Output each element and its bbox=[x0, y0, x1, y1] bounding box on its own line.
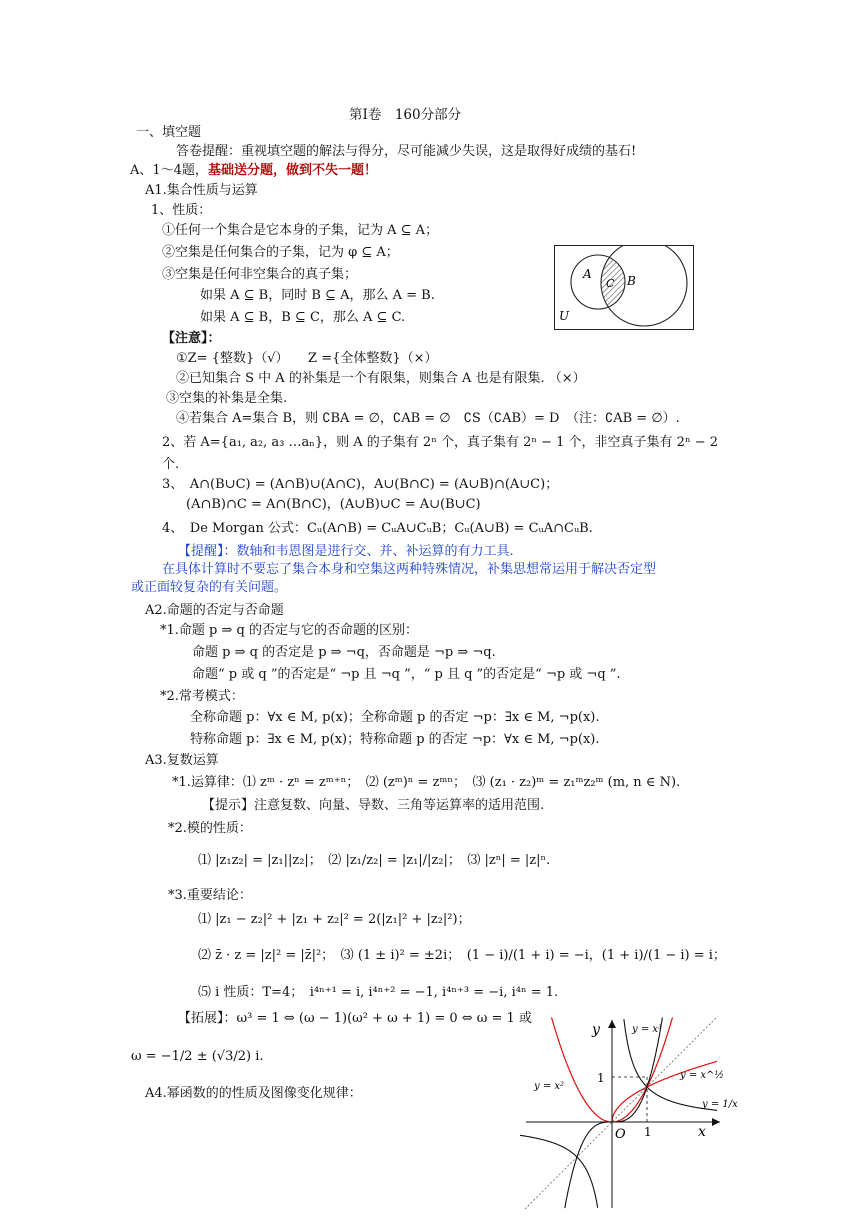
venn-label-b: B bbox=[627, 274, 636, 288]
note-1: ①Z= {整数}（√） Z ={全体整数}（×） bbox=[176, 351, 438, 366]
venn-diagram bbox=[554, 245, 694, 330]
a2-s1a: 命题 p ⇒ q 的否定是 p ⇒ ¬q，否命题是 ¬p ⇒ ¬q. bbox=[192, 645, 496, 660]
section-heading: 一、填空题 bbox=[136, 125, 202, 140]
ext-line-2: ω = −1/2 ± (√3/2) i. bbox=[131, 1049, 264, 1064]
range-prefix: A、1～4题， bbox=[130, 163, 208, 178]
a3-title: A3.复数运算 bbox=[145, 753, 219, 768]
remind-line: 【提醒】：数轴和韦恩图是进行交、并、补运算的有力工具. bbox=[178, 544, 514, 559]
note-2: ②已知集合 S 中 A 的补集是一个有限集，则集合 A 也是有限集. （×） bbox=[176, 371, 586, 386]
a3-s3a: ⑴ |z₁ − z₂|² + |z₁ + z₂|² = 2(|z₁|² + |z₂|²)； bbox=[198, 912, 471, 927]
a3-s3c: ⑸ i 性质：T=4； i⁴ⁿ⁺¹ = i, i⁴ⁿ⁺² = −1, i⁴ⁿ⁺³ = −i, i⁴ⁿ = 1. bbox=[198, 985, 559, 1000]
a1-l1: ①任何一个集合是它本身的子集，记为 A ⊆ A； bbox=[162, 223, 439, 238]
x-axis-label: x bbox=[698, 1124, 706, 1140]
a3-s2: *2.模的性质： bbox=[168, 821, 252, 836]
label-x-sqrt: y = x^½ bbox=[680, 1070, 725, 1081]
para-2: 或正面较复杂的有关问题。 bbox=[131, 580, 288, 595]
a2-s1b: 命题“ p 或 q ”的否定是“ ¬p 且 ¬q ”，“ p 且 q ”的否定是“ ¬p 或 ¬q ”. bbox=[192, 667, 621, 682]
curve-inverse-neg bbox=[520, 1134, 598, 1208]
ext-line-1: 【拓展】：ω³ = 1 ⇔ (ω − 1)(ω² + ω + 1) = 0 ⇔ ω = 1 或 bbox=[178, 1011, 532, 1026]
a1-l4: 如果 A ⊆ B，同时 B ⊆ A，那么 A = B. bbox=[200, 288, 435, 303]
tip-line: 答卷提醒：重视填空题的解法与得分，尽可能减少失误，这是取得好成绩的基石! bbox=[176, 144, 637, 159]
a2-s2a: 全称命题 p：∀x ∈ M, p(x)；全称命题 p 的否定 ¬p：∃x ∈ M, ¬p(x). bbox=[190, 710, 600, 725]
a2-s2: *2.常考模式： bbox=[160, 689, 244, 704]
a3-s2a: ⑴ |z₁z₂| = |z₁||z₂|； ⑵ |z₁/z₂| = |z₁|/|z₂|； ⑶ |zⁿ| = |z|ⁿ. bbox=[198, 853, 551, 868]
label-inverse: y = 1/x bbox=[702, 1099, 738, 1110]
range-emphasis: 基础送分题，做到不失一题！ bbox=[207, 163, 377, 178]
a3-s1: *1.运算律：⑴ zᵐ · zⁿ = zᵐ⁺ⁿ； ⑵ (zᵐ)ⁿ = zᵐⁿ； ⑶ (z₁ · z₂)ᵐ = z₁ᵐz₂ᵐ (m, n ∈ N). bbox=[172, 775, 681, 790]
y-axis-label: y bbox=[592, 1022, 600, 1038]
venn-label-c: C bbox=[606, 277, 615, 290]
a2-s1: *1.命题 p ⇒ q 的否定与它的否命题的区别： bbox=[160, 623, 418, 638]
a1-l3: ③空集是任何非空集合的真子集； bbox=[162, 267, 358, 282]
a1-title: A1.集合性质与运算 bbox=[145, 183, 258, 198]
a2-s2b: 特称命题 p：∃x ∈ M, p(x)；特称命题 p 的否定 ¬p：∀x ∈ M, ¬p(x). bbox=[190, 732, 600, 747]
label-x-cubed: y = x³ bbox=[632, 1024, 663, 1035]
a1-p2b: 个. bbox=[162, 457, 180, 472]
a1-p4: 4、 De Morgan 公式：Cᵤ(A∩B) = CᵤA∪CᵤB；Cᵤ(A∪B) = CᵤA∩CᵤB. bbox=[162, 521, 593, 536]
a1-p3b: (A∩B)∩C = A∩(B∩C)，(A∪B)∪C = A∪(B∪C) bbox=[186, 497, 481, 512]
curve-x-cubed bbox=[565, 1018, 663, 1209]
a1-p3a: 3、 A∩(B∪C) = (A∩B)∪(A∩C)，A∪(B∩C) = (A∪B)∩(A∪C)； bbox=[162, 477, 559, 492]
a1-p2a: 2、若 A={a₁, a₂, a₃ …aₙ}，则 A 的子集有 2ⁿ 个，真子集有 2ⁿ − 1 个，非空真子集有 2ⁿ − 2 bbox=[162, 435, 719, 450]
a1-l2: ②空集是任何集合的子集，记为 φ ⊆ A； bbox=[162, 245, 399, 260]
curve-y-equals-x bbox=[525, 1017, 718, 1210]
range-line bbox=[130, 162, 377, 180]
a3-s3b: ⑵ z̄ · z = |z|² = |z̄|²； ⑶ (1 ± i)² = ±2i； (1 − i)/(1 + i) = −i，(1 + i)/(1 − i) = i； bbox=[198, 948, 726, 963]
a1-l5: 如果 A ⊆ B，B ⊆ C，那么 A ⊆ C. bbox=[200, 310, 406, 325]
a3-hint: 【提示】注意复数、向量、导数、三角等运算率的适用范围. bbox=[202, 798, 545, 813]
label-x-squared: y = x² bbox=[534, 1081, 565, 1092]
a3-s3: *3.重要结论： bbox=[168, 888, 252, 903]
doc-title: 第Ⅰ卷 160分部分 bbox=[349, 107, 462, 123]
venn-label-a: A bbox=[583, 267, 592, 281]
note-4: ④若集合 A=集合 B，则 ∁BA = ∅，∁AB = ∅ ∁S（∁AB）= D （注：∁AB = ∅）. bbox=[176, 411, 680, 426]
para-1: 在具体计算时不要忘了集合本身和空集这两种特殊情况，补集思想常运用于解决否定型 bbox=[162, 562, 657, 577]
a1-p1: 1、性质： bbox=[151, 203, 212, 218]
venn-label-u: U bbox=[559, 309, 570, 323]
tick-y-1: 1 bbox=[597, 1071, 605, 1085]
tick-x-1: 1 bbox=[644, 1125, 652, 1139]
note-3: ③空集的补集是全集. bbox=[166, 391, 288, 406]
a2-title: A2.命题的否定与否命题 bbox=[145, 603, 284, 618]
note-heading: 【注意】： bbox=[162, 331, 221, 346]
a4-title: A4.幂函数的的性质及图像变化规律： bbox=[145, 1086, 362, 1101]
y-axis-arrow bbox=[608, 1020, 616, 1028]
power-function-graph bbox=[520, 1012, 740, 1212]
origin-label: O bbox=[615, 1127, 626, 1142]
x-axis-arrow bbox=[712, 1118, 720, 1126]
